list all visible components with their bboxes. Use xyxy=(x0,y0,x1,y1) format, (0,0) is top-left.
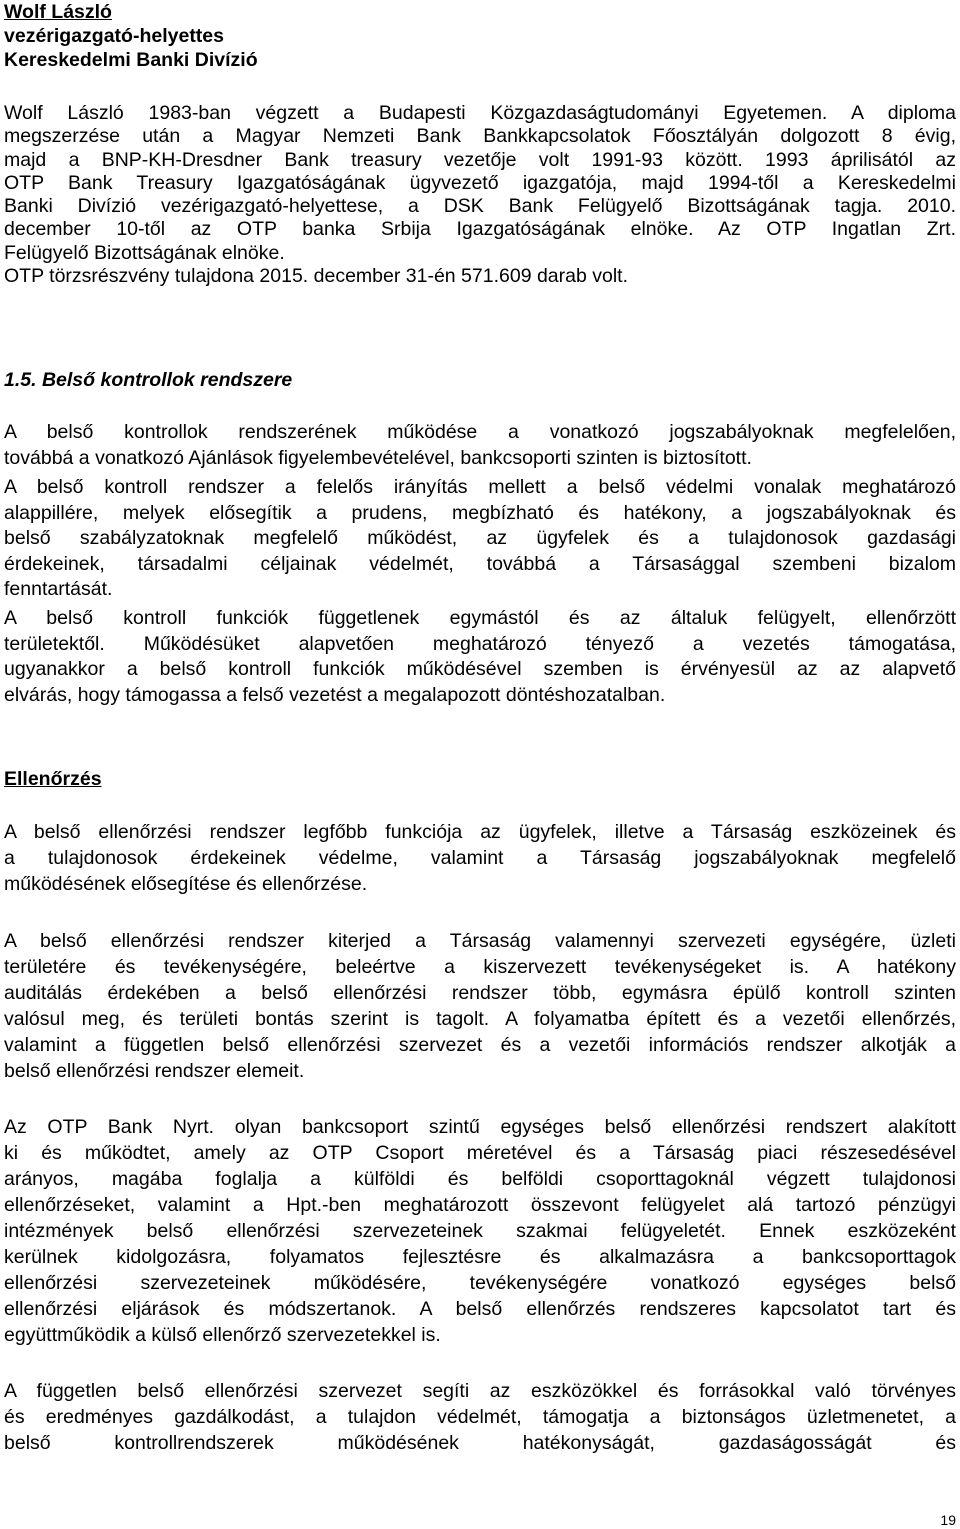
text-line: továbbá a vonatkozó Ajánlások figyelembevételével, bankcsoporti szinten is biztosított. xyxy=(4,446,752,469)
text-line: területektől. Működésüket alapvetően meghatározó tényező a vezetés támogatása, xyxy=(4,632,956,655)
text-line: a tulajdonosok érdekeinek védelme, valamint a Társaság jogszabályoknak megfelelő xyxy=(4,847,956,869)
section-heading xyxy=(4,369,956,392)
bio-line: Felügyelő Bizottságának elnöke. xyxy=(4,241,285,264)
person-header xyxy=(4,0,956,72)
text-line: ellenőrzési eljárások és módszertanok. A belső ellenőrzés rendszeres kapcsolatot tart és xyxy=(4,1298,956,1320)
text-line: A belső kontroll rendszer a felelős irányítás mellett a belső védelmi vonalak meghatározó xyxy=(4,476,956,498)
bio-line: Wolf László 1983-ban végzett a Budapesti Közgazdaságtudományi Egyetemen. A diploma xyxy=(4,102,956,124)
text-line: ki és működtet, amely az OTP Csoport méretével és a Társaság piaci részesedésével xyxy=(4,1142,956,1164)
text-line: Az OTP Bank Nyrt. olyan bankcsoport szintű egységes belső ellenőrzési rendszert alakított xyxy=(4,1116,956,1138)
text-line: ellenőrzési szervezeteinek működésére, tevékenységére vonatkozó egységes belső xyxy=(4,1272,956,1294)
bio-line: december 10-től az OTP banka Srbija Igazgatóságának elnöke. Az OTP Ingatlan Zrt. xyxy=(4,218,956,241)
text-line: érdekeinek, társadalmi céljainak védelmét, továbbá a Társasággal szembeni bizalom xyxy=(4,552,956,575)
text-line: működésének elősegítése és ellenőrzése. xyxy=(4,873,368,895)
text-line: belső kontrollrendszerek működésének hatékonyságát, gazdaságosságát és xyxy=(4,1432,956,1454)
text-line: auditálás érdekében a belső ellenőrzési rendszer több, egymásra épülő kontroll szinten xyxy=(4,982,956,1004)
text-line: belső szabályzatoknak megfelelő működést, az ügyfelek és a tulajdonosok gazdasági xyxy=(4,527,956,550)
page-number: 19 xyxy=(940,1512,956,1528)
section-paragraph-1 xyxy=(4,420,956,471)
section-title: Belső kontrollok rendszere xyxy=(41,369,293,391)
text-line: A belső ellenőrzési rendszer legfőbb funkciója az ügyfelek, illetve a Társaság eszközeinek és xyxy=(4,821,956,843)
text-line: ellenőrzéseket, valamint a Hpt.-ben meghatározott összevont felügyelet alá tartozó pénzügyi xyxy=(4,1194,956,1216)
text-line: fenntartását. xyxy=(4,578,113,601)
text-line: belső ellenőrzési rendszer elemeit. xyxy=(4,1060,305,1082)
text-line: A belső kontrollok rendszerének működése a vonatkozó jogszabályoknak megfelelően, xyxy=(4,421,956,443)
person-position: vezérigazgató-helyettes xyxy=(4,25,224,47)
bio-line: OTP törzsrészvény tulajdona 2015. december 31-én 571.609 darab volt. xyxy=(4,265,629,288)
bio-line: megszerzése után a Magyar Nemzeti Bank Bankkapcsolatok Főosztályán dolgozott 8 évig, xyxy=(4,125,956,148)
section-number: 1.5. xyxy=(4,369,37,391)
ellenorzes-paragraph-3 xyxy=(4,1114,956,1348)
bio-line: majd a BNP-KH-Dresdner Bank treasury vezetője volt 1991-93 között. 1993 áprilisától az xyxy=(4,148,956,171)
section-paragraph-2 xyxy=(4,475,956,603)
ellenorzes-heading: Ellenőrzés xyxy=(4,768,102,790)
text-line: A független belső ellenőrzési szervezet segíti az eszközökkel és forrásokkal való törvényes xyxy=(4,1380,956,1402)
bio-paragraph xyxy=(4,102,956,288)
bio-line: Banki Divízió vezérigazgató-helyettese, a DSK Bank Felügyelő Bizottságának tagja. 2010. xyxy=(4,195,956,218)
ellenorzes-paragraph-1 xyxy=(4,819,956,897)
person-name: Wolf László xyxy=(4,1,112,23)
text-line: és eredményes gazdálkodást, a tulajdon védelmét, támogatja a biztonságos üzletmenetet, a xyxy=(4,1406,956,1428)
text-line: együttműködik a külső ellenőrző szervezetekkel is. xyxy=(4,1324,441,1346)
text-line: elvárás, hogy támogassa a felső vezetést a megalapozott döntéshozatalban. xyxy=(4,683,666,706)
text-line: kerülnek kidolgozásra, folyamatos fejlesztésre és alkalmazásra a bankcsoporttagok xyxy=(4,1246,956,1268)
ellenorzes-paragraph-2 xyxy=(4,928,956,1084)
text-line: területére és tevékenységére, beleértve a kiszervezett tevékenységeket is. A hatékony xyxy=(4,956,956,978)
text-line: A belső kontroll funkciók függetlenek egymástól és az általuk felügyelt, ellenőrzött xyxy=(4,607,956,629)
text-line: valamint a független belső ellenőrzési szervezet és a vezetői információs rendszer alkotják a xyxy=(4,1034,956,1056)
bio-line: OTP Bank Treasury Igazgatóságának ügyvezető igazgatója, majd 1994-től a Kereskedelmi xyxy=(4,171,956,194)
text-line: ugyanakkor a belső kontroll funkciók működésével szemben is érvényesül az az alapvető xyxy=(4,658,956,681)
section-paragraph-3 xyxy=(4,606,956,708)
text-line: arányos, magába foglalja a külföldi és belföldi csoporttagoknál végzett tulajdonosi xyxy=(4,1168,956,1190)
ellenorzes-paragraph-4 xyxy=(4,1378,956,1456)
text-line: A belső ellenőrzési rendszer kiterjed a Társaság valamennyi szervezeti egységére, üzleti xyxy=(4,930,956,952)
text-line: intézmények belső ellenőrzési szervezeteinek szakmai felügyeletét. Ennek eszközeként xyxy=(4,1220,956,1242)
person-division: Kereskedelmi Banki Divízió xyxy=(4,49,258,71)
text-line: alappillére, melyek elősegítik a prudens, megbízható és hatékony, a jogszabályoknak és xyxy=(4,501,956,524)
text-line: valósul meg, és területi bontás szerint is tagolt. A folyamatba épített és a vezetői ellenőrzés, xyxy=(4,1008,956,1030)
